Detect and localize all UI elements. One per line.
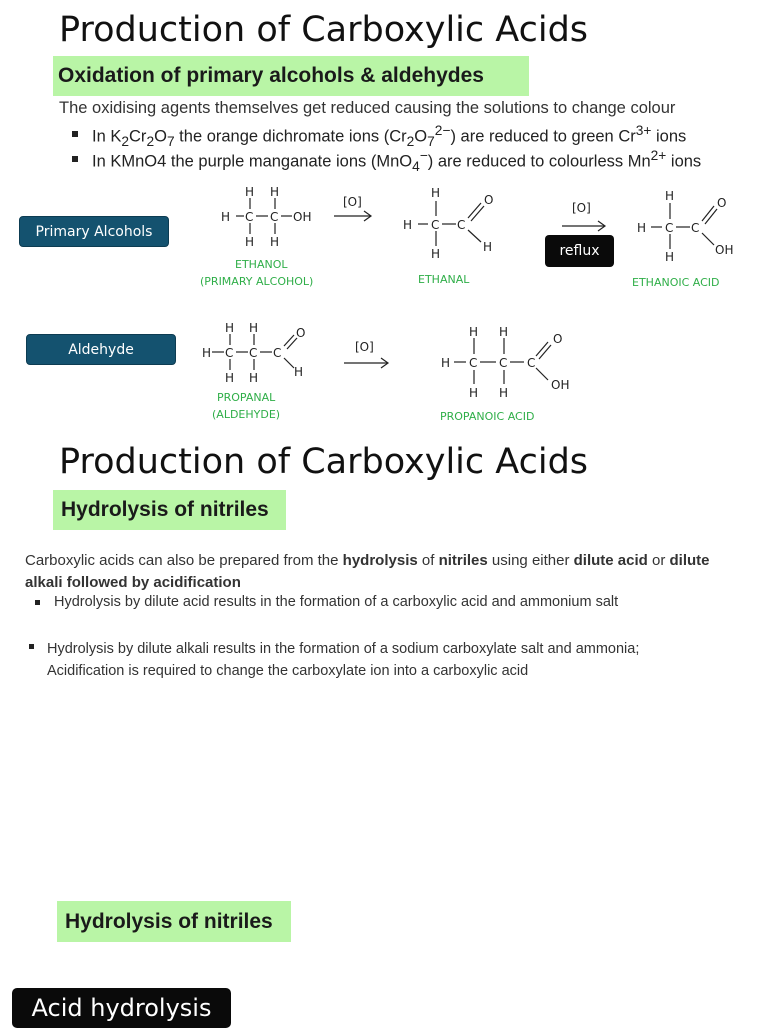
bullet-square-icon	[72, 131, 78, 137]
atom-c: C	[249, 346, 258, 360]
bullet-square-icon	[29, 644, 34, 649]
atom-h: H	[469, 386, 479, 400]
atom-h: H	[225, 321, 235, 335]
atom-c: C	[469, 356, 478, 370]
text-fragment: Cr	[129, 127, 147, 146]
primary-alcohol-label: (PRIMARY ALCOHOL)	[200, 275, 314, 288]
subscript: 7	[166, 133, 175, 149]
atom-h: H	[225, 371, 235, 385]
atom-c: C	[665, 221, 674, 235]
hydrolysis-paragraph	[25, 550, 755, 594]
text-fragment: of	[417, 552, 439, 569]
acid-hydrolysis-button[interactable]: Acid hydrolysis	[12, 988, 231, 1028]
text-fragment: or	[647, 552, 670, 569]
text-fragment: Acidification is required to change the carboxylate ion into a carboxylic acid	[47, 663, 529, 679]
atom-h: H	[403, 218, 413, 232]
atom-c: C	[245, 210, 254, 224]
oxidant-label: [O]	[355, 340, 374, 354]
atom-h: H	[499, 325, 509, 339]
bold-fragment: hydrolysis	[342, 552, 418, 569]
reaction-diagram	[0, 175, 768, 435]
atom-h: H	[483, 240, 493, 254]
primary-alcohols-button[interactable]: Primary Alcohols	[19, 216, 169, 247]
acid-hydrolysis-bullet: Hydrolysis by dilute acid results in the formation of a carboxylic acid and ammonium salt	[54, 594, 619, 610]
bullet-square-icon	[72, 156, 78, 162]
superscript: 2−	[434, 123, 451, 138]
atom-h: H	[221, 210, 231, 224]
atom-h: H	[249, 321, 259, 335]
text-fragment: ions	[666, 152, 702, 171]
atom-h: H	[637, 221, 647, 235]
subscript: 7	[427, 133, 435, 149]
atom-h: H	[665, 250, 675, 264]
atom-oh: OH	[715, 243, 734, 257]
atom-c: C	[273, 346, 282, 360]
atom-c: C	[431, 218, 440, 232]
text-fragment: ) are reduced to colourless Mn	[427, 152, 651, 171]
atom-h: H	[270, 185, 280, 199]
aldehyde-button[interactable]: Aldehyde	[26, 334, 176, 365]
atom-c: C	[457, 218, 466, 232]
atom-h: H	[245, 185, 255, 199]
subscript: 2	[406, 133, 415, 149]
atom-h: H	[249, 371, 259, 385]
text-fragment: the orange dichromate ions (Cr	[174, 127, 407, 146]
bold-fragment: nitriles	[438, 552, 488, 569]
atom-c: C	[691, 221, 700, 235]
atom-h: H	[294, 365, 304, 379]
alkali-hydrolysis-bullet	[47, 638, 639, 682]
atom-h: H	[245, 235, 255, 249]
text-fragment: ) are reduced to green Cr	[450, 127, 636, 146]
section-subtitle-oxidation: Oxidation of primary alcohols & aldehydes	[53, 56, 529, 96]
text-fragment: Hydrolysis by dilute alkali results in the formation of a sodium carboxylate salt and ammonia;	[47, 641, 640, 657]
ethanal-label: ETHANAL	[418, 273, 470, 286]
text-fragment: ions	[651, 127, 687, 146]
atom-h: H	[270, 235, 280, 249]
atom-o: O	[484, 193, 494, 207]
ethanoic-acid-label: ETHANOIC ACID	[632, 276, 720, 289]
bold-fragment: alkali followed by acidification	[25, 574, 241, 591]
atom-h: H	[202, 346, 212, 360]
atom-h: H	[499, 386, 509, 400]
atom-c: C	[527, 356, 536, 370]
bold-fragment: dilute	[669, 552, 710, 569]
propanoic-acid-label: PROPANOIC ACID	[440, 410, 535, 423]
atom-c: C	[270, 210, 279, 224]
text-fragment: O	[154, 127, 167, 146]
atom-c: C	[225, 346, 234, 360]
atom-h: H	[665, 189, 675, 203]
aldehyde-label: (ALDEHYDE)	[212, 408, 281, 421]
atom-h: H	[441, 356, 451, 370]
text-fragment: O	[414, 127, 428, 146]
atom-c: C	[499, 356, 508, 370]
text-fragment: In KMnO4 the purple manganate ions (MnO	[92, 152, 413, 171]
bullet-square-icon	[35, 600, 40, 605]
dichromate-bullet	[92, 123, 686, 149]
atom-o: O	[553, 332, 563, 346]
manganate-bullet	[92, 148, 701, 174]
propanal-label: PROPANAL	[217, 391, 276, 404]
section-title-2: Production of Carboxylic Acids	[59, 442, 589, 482]
bold-fragment: dilute acid	[573, 552, 648, 569]
atom-oh: OH	[293, 210, 312, 224]
atom-oh: OH	[551, 378, 570, 392]
atom-h: H	[469, 325, 479, 339]
reflux-badge: reflux	[545, 235, 614, 267]
subscript: 4	[412, 158, 420, 174]
atom-h: H	[431, 247, 441, 261]
subscript: 2	[146, 133, 155, 149]
atom-h: H	[431, 186, 441, 200]
page-title: Production of Carboxylic Acids	[59, 10, 589, 50]
text-fragment: Carboxylic acids can also be prepared from the	[25, 552, 343, 569]
ethanol-label: ETHANOL	[235, 258, 288, 271]
text-fragment: using either	[487, 552, 574, 569]
atom-o: O	[717, 196, 727, 210]
oxidant-label: [O]	[572, 201, 591, 215]
text-fragment: In K	[92, 127, 122, 146]
atom-o: O	[296, 326, 306, 340]
section-subtitle-hydrolysis: Hydrolysis of nitriles	[53, 490, 286, 530]
oxidant-label: [O]	[343, 195, 362, 209]
superscript: 2+	[650, 148, 667, 163]
intro-text: The oxidising agents themselves get reduced causing the solutions to change colour	[59, 99, 676, 117]
subscript: 2	[121, 133, 130, 149]
superscript: 3+	[635, 123, 652, 138]
superscript: −	[419, 148, 428, 163]
section-subtitle-hydrolysis-2: Hydrolysis of nitriles	[57, 901, 291, 942]
